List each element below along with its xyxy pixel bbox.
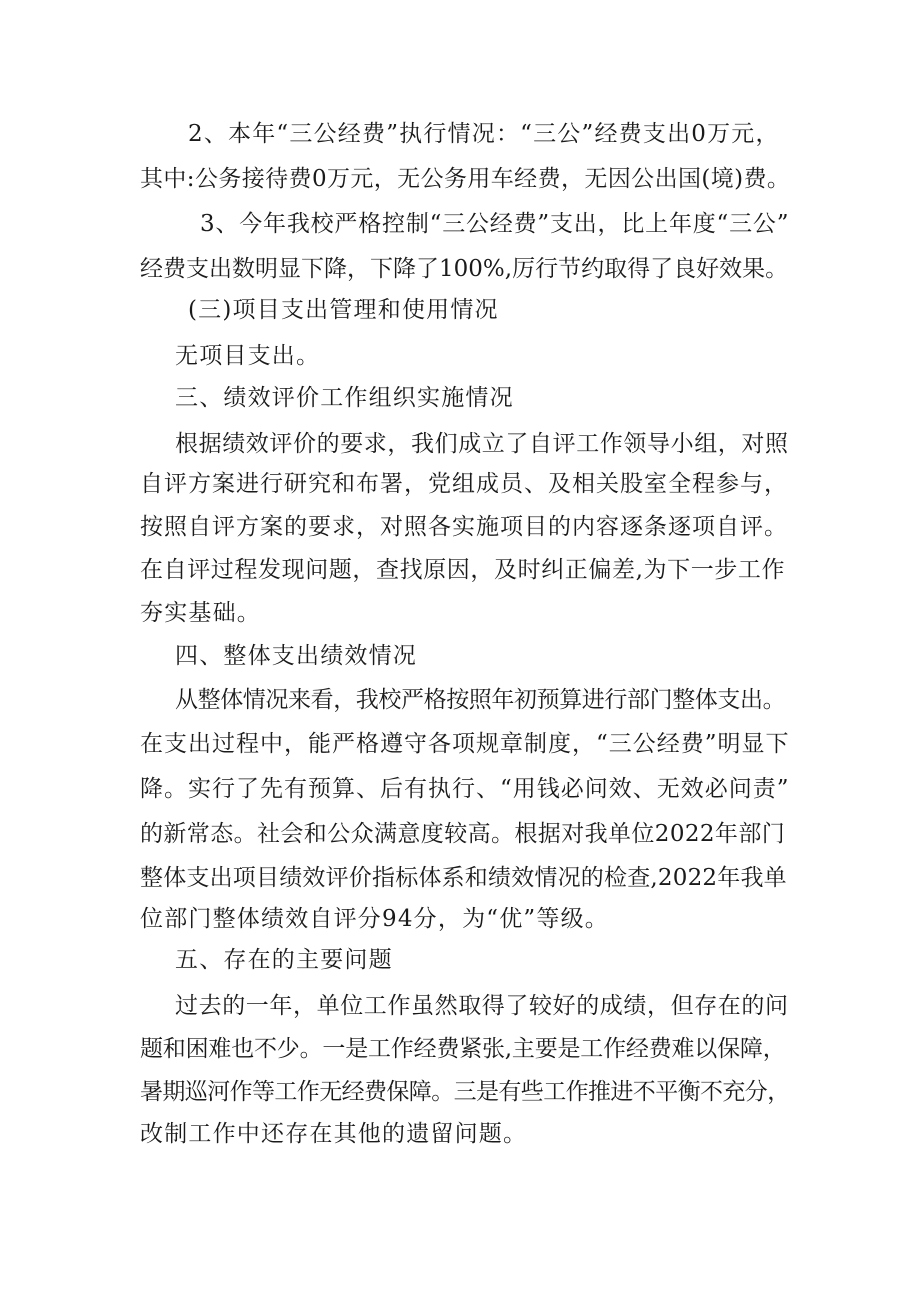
paragraph-line: 其中:公务接待费0万元，无公务用车经费，无因公出国(境)费。 (140, 166, 791, 192)
paragraph-line: 过去的一年，单位工作虽然取得了较好的成绩，但存在的问 (175, 993, 789, 1019)
paragraph-line: 暑期巡河作等工作无经费保障。三是有些工作推进不平衡不充分， (140, 1079, 790, 1105)
paragraph-line: 题和困难也不少。一是工作经费紧张,主要是工作经费难以保障， (140, 1036, 786, 1062)
paragraph-line: 2、本年“三公经费”执行情况：“三公”经费支出0万元， (188, 121, 780, 147)
paragraph-line: 改制工作中还存在其他的遗留问题。 (140, 1121, 528, 1147)
paragraph-line: 夯实基础。 (140, 600, 261, 626)
paragraph-line: 无项目支出。 (175, 343, 321, 369)
paragraph-line: 整体支出项目绩效评价指标体系和绩效情况的检查,2022年我单 (140, 865, 787, 891)
paragraph-line: 经费支出数明显下降，下降了100%,厉行节约取得了良好效果。 (140, 256, 789, 282)
paragraph-line: 位部门整体绩效自评分94分，为“优”等级。 (140, 906, 609, 932)
section-heading: 三、绩效评价工作组织实施情况 (175, 385, 514, 411)
section-heading: 四、整体支出绩效情况 (175, 643, 417, 669)
paragraph-line: 自评方案进行研究和布署，党组成员、及相关股室全程参与， (140, 471, 788, 497)
paragraph-line: 按照自评方案的要求，对照各实施项目的内容逐条逐项自评。 (140, 514, 788, 540)
paragraph-line: 在自评过程发现问题，查找原因，及时纠正偏差,为下一步工作 (140, 557, 786, 583)
paragraph-line: 降。实行了先有预算、后有执行、“用钱必问效、无效必问责” (140, 776, 790, 802)
section-heading: (三)项目支出管理和使用情况 (188, 297, 499, 323)
paragraph-line: 的新常态。社会和公众满意度较高。根据对我单位2022年部门 (140, 821, 786, 847)
paragraph-line: 从整体情况来看，我校严格按照年初预算进行部门整体支出。 (175, 687, 786, 713)
paragraph-line: 在支出过程中，能严格遵守各项规章制度，“三公经费”明显下 (140, 731, 790, 757)
paragraph-line: 根据绩效评价的要求，我们成立了自评工作领导小组，对照 (175, 431, 789, 457)
section-heading: 五、存在的主要问题 (175, 947, 393, 973)
paragraph-line: 3、今年我校严格控制“三公经费”支出，比上年度“三公” (200, 211, 790, 237)
